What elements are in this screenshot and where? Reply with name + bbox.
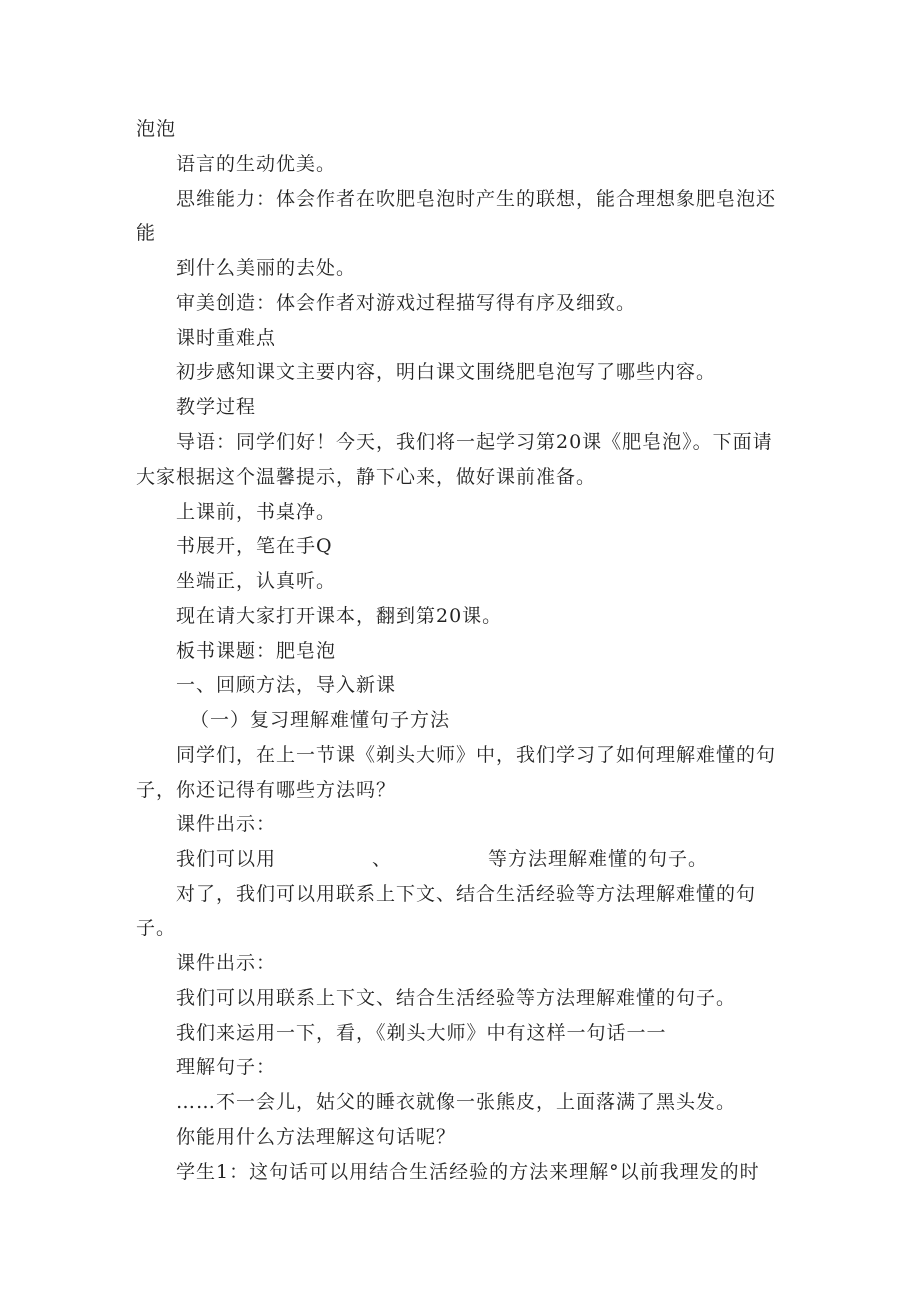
text-line: 板书课题：肥皂泡 [176,640,337,662]
text-line: 子。 [136,917,177,939]
text-line: 上课前，书桌净。 [176,501,337,523]
text-line: 现在请大家打开课本，翻到第20课。 [176,605,503,627]
blank-separator: 、 [372,848,393,870]
text-line: 语言的生动优美。 [176,153,337,175]
text-line: 泡泡 [136,118,177,140]
text-line: 思维能力：体会作者在吹肥皂泡时产生的联想，能合理想象肥皂泡还 [176,188,777,210]
blank-prefix: 我们可以用 [176,848,277,870]
text-line: 子，你还记得有哪些方法吗？ [136,779,397,801]
text-line: 课件出示： [176,952,277,974]
text-line: 我们可以用联系上下文、结合生活经验等方法理解难懂的句子。 [176,987,737,1009]
text-line: 同学们，在上一节课《剃头大师》中，我们学习了如何理解难懂的句 [176,744,777,766]
text-line: 课件出示： [176,813,277,835]
fill-in-blank-line [176,847,708,871]
blank-suffix: 等方法理解难懂的句子。 [488,848,709,870]
text-line: 初步感知课文主要内容，明白课文围绕肥皂泡写了哪些内容。 [176,361,717,383]
text-line: 书展开，笔在手Q [176,535,333,557]
subsection-heading: （一）复习理解难懂句子方法 [190,709,451,731]
text-line: 理解句子： [176,1056,277,1078]
section-heading: 教学过程 [176,396,257,418]
text-line: 对了，我们可以用联系上下文、结合生活经验等方法理解难懂的句 [176,883,757,905]
text-line: 学生1：这句话可以用结合生活经验的方法来理解°以前我理发的时 [176,1161,760,1183]
quoted-sentence: ……不一会儿，姑父的睡衣就像一张熊皮，上面落满了黑头发。 [176,1091,737,1113]
text-line: 到什么美丽的去处。 [176,257,357,279]
text-line: 坐端正，认真听。 [176,570,337,592]
section-heading: 课时重难点 [176,327,277,349]
text-line: 审美创造：体会作者对游戏过程描写得有序及细致。 [176,292,637,314]
section-heading: 一、回顾方法，导入新课 [176,674,397,696]
text-line: 大家根据这个温馨提示，静下心来，做好课前准备。 [136,466,597,488]
text-line: 能 [136,222,157,244]
text-line: 我们来运用一下，看，《剃头大师》中有这样一句话一一 [176,1022,667,1044]
text-line: 你能用什么方法理解这句话呢？ [176,1126,457,1148]
text-line: 导语：同学们好！今天，我们将一起学习第20课《肥皂泡》。下面请 [176,431,773,453]
